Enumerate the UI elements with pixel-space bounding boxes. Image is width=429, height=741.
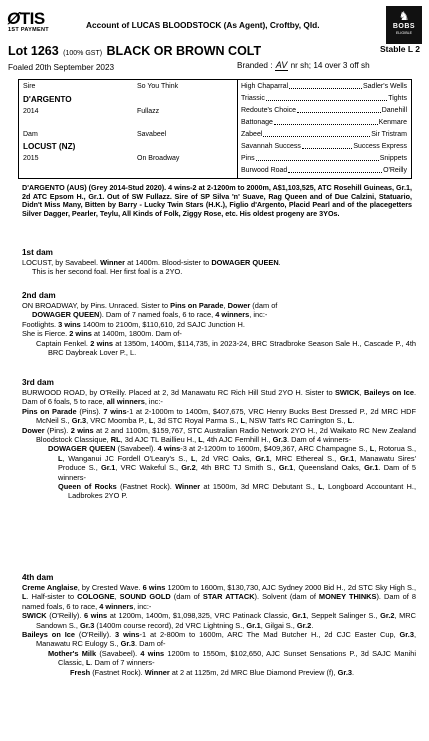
text-run: ON BROADWAY, by Pins. Unraced. Sister to: [22, 301, 171, 310]
fourth-dam-para: [22, 583, 416, 611]
bold-text: L: [318, 482, 323, 492]
logo-subtitle: 1ST PAYMENT: [8, 27, 49, 33]
text-run: at 1500m, 3d MRC Debutant S.,: [200, 482, 319, 492]
text-run: , Wanganui JC Fordell O'Leary's S.,: [62, 453, 191, 463]
sire-summary: D'ARGENTO (AUS) (Grey 2014-Stud 2020). 4 wins-2 at 2-1200m to 2000m, A$1,103,525, ATC Rosehill Guineas, Gr.1, 2d ATC Epsom H., Gr.1. Out of SW Fullazz. Sire of SP Silva 'n' Suave, Rag Queen and of Due Calzini, Statuario, Didn't Miss Many, Bitten by Barry - Lucky Twin Stars (H.K.), Figlio d'Argento, Placid Pearl and of the placegetters Silver Dagger, Pearler, Teylu, All Kinds of Folk, Ziggy Rose, etc. His oldest progeny are 3YOs.: [22, 183, 412, 218]
bold-text: DOWAGER QUEEN: [211, 258, 279, 267]
text-run: , inc:-: [133, 601, 152, 611]
gg-dots: [302, 143, 352, 149]
bold-text: 6 wins: [84, 611, 108, 621]
text-run: , VRC Moomba P.,: [86, 416, 149, 426]
text-run: ,: [114, 592, 120, 602]
gg-row: [241, 107, 407, 115]
text-run: 1200m to 1550m, $102,650, AJC Sunset Sensations P., 3d SAJC Manihi Classic,: [58, 648, 416, 668]
bold-text: 4 wins: [157, 444, 181, 454]
bold-text: Gr.1: [100, 463, 116, 473]
fourth-dam-foal: [22, 630, 416, 649]
grandparent-1: So You Think: [137, 83, 179, 90]
gg-dots: [263, 131, 370, 137]
text-run: (dam of: [170, 592, 203, 602]
bold-text: L: [347, 416, 353, 426]
horse-icon: ♞: [398, 9, 410, 23]
text-run: 1200m to 1600m, $130,730, AJC Sydney 2000 Bid H., 2d STC Sky High S.,: [165, 583, 416, 592]
bold-text: COLOGNE: [77, 592, 115, 602]
bold-text: Pins on Parade: [170, 301, 224, 310]
bold-text: Gr.1: [255, 453, 270, 463]
bold-text: MONEY THINKS: [318, 592, 377, 602]
text-run: (1400m course record), 2d VRC Lightning S.,: [94, 620, 247, 630]
bold-text: Dower: [22, 425, 45, 435]
gg-right: Success Express: [353, 143, 407, 150]
second-dam-grandfoal: [22, 339, 416, 358]
bold-text: Gr.3: [337, 667, 353, 677]
bold-text: 4 winners: [215, 310, 250, 320]
bold-text: DOWAGER QUEEN: [48, 444, 116, 454]
first-dam-title: 1st dam: [22, 248, 53, 257]
bold-text: 2 wins: [90, 338, 114, 348]
pedigree-table: [18, 79, 412, 179]
text-run: , 4th AJC Fernhill H.,: [202, 435, 273, 445]
bold-text: L: [85, 658, 91, 668]
third-dam-title: 3rd dam: [22, 378, 54, 387]
third-dam-section: [22, 378, 416, 501]
gg-left: Triassic: [241, 95, 265, 102]
gg-dots: [266, 95, 387, 101]
bold-text: Gr.1: [339, 453, 355, 463]
bold-text: Dower: [227, 301, 251, 310]
bold-text: Creme Anglaise: [22, 583, 78, 592]
bold-text: SOUND GOLD: [119, 592, 171, 602]
text-run: -1 at 2-1000m to 1400m, $407,675, VRC Henry Bucks Best Dressed P., 2d MRC HDF McNeil S.,: [36, 406, 416, 426]
bobs-sub: ELIGIBLE: [396, 31, 412, 35]
text-run: .: [278, 258, 281, 267]
gg-left: Burwood Road: [241, 167, 288, 174]
text-run: .: [311, 620, 314, 630]
text-run: , by Crested Wave.: [77, 583, 143, 592]
text-run: . Dam of 6 foals, 5 to race,: [22, 388, 417, 407]
gg-left: Redoute's Choice: [241, 107, 297, 114]
text-run: . Dam of 7 winners-: [90, 658, 155, 668]
gg-dots: [256, 155, 379, 161]
second-dam-title: 2nd dam: [22, 291, 56, 300]
text-run: at 1350m, 1400m, $114,735, in 2023-24, BRC Stradbroke Season Sale H., Cascade P., 4th BRC Daybreak Lover P., L.: [48, 338, 416, 358]
text-run: ,: [223, 301, 228, 310]
bold-text: Gr.2: [181, 463, 196, 473]
text-run: (Pins).: [76, 406, 104, 416]
first-dam-para: [22, 258, 416, 267]
third-dam-para: [22, 388, 416, 407]
brand-line: [237, 60, 370, 70]
sire-label: Sire: [23, 83, 36, 90]
lot-line: [8, 42, 424, 58]
bold-text: Gr.2: [296, 620, 312, 630]
gg-left: Savannah Success: [241, 143, 301, 150]
text-run: (O'Reilly).: [75, 630, 116, 640]
first-dam-section: [22, 248, 416, 277]
bold-text: L: [22, 592, 27, 602]
text-run: , NSW Tatt's RC Carrington S.,: [244, 416, 348, 426]
gg-right: Snippets: [379, 155, 407, 162]
foaled-date: Foaled 20th September 2023: [8, 63, 115, 72]
bold-text: L: [148, 416, 154, 426]
bold-text: SWICK: [334, 388, 360, 397]
bold-text: Gr.3: [71, 416, 87, 426]
bobs-name: BOBS: [392, 23, 416, 30]
text-run: . Dam of 5 winners-: [58, 463, 416, 482]
text-run: ). Dam of 7 named foals, 6 to race,: [99, 310, 216, 320]
text-run: at 1400m, 1800m. Dam of-: [91, 329, 182, 339]
dam-name: LOCUST (NZ): [23, 142, 76, 151]
bold-text: Gr.3: [79, 620, 95, 630]
gg-right: Tights: [388, 95, 407, 102]
third-dam-foal: [22, 407, 416, 426]
text-run: at 1400m. Blood-sister to: [125, 258, 212, 267]
text-run: .: [352, 416, 355, 426]
gg-row: [241, 155, 407, 163]
grandparent-3: Savabeel: [137, 131, 167, 138]
bold-text: DOWAGER QUEEN: [32, 310, 100, 320]
text-run: (dam of: [250, 301, 278, 310]
sire-year: 2014: [23, 108, 39, 115]
gg-row: [241, 83, 407, 91]
fourth-dam-section: [22, 573, 416, 677]
text-run: , VRC Wakeful S.,: [115, 463, 182, 473]
gg-dots: [289, 83, 362, 89]
gg-left: Zabeel: [241, 131, 263, 138]
bold-text: 4 winners: [99, 601, 134, 611]
text-run: , 3d STC Royal Parma S.,: [153, 416, 241, 426]
bold-text: all winners: [106, 397, 145, 407]
text-run: , inc:-: [249, 310, 268, 320]
gg-row: [241, 95, 407, 103]
text-run: . Half-sister to: [26, 592, 78, 602]
header: [0, 0, 429, 48]
gg-row: [241, 167, 407, 175]
second-dam-para: [22, 301, 416, 310]
bold-text: Baileys on Ice: [22, 630, 76, 640]
second-dam-foal: [22, 329, 416, 338]
text-run: .: [352, 667, 355, 677]
text-run: , Longboard Accountant H., Ladbrokes 2YO P.: [68, 482, 416, 501]
gg-left: Battonage: [241, 119, 273, 126]
bold-text: Baileys on Ice: [364, 388, 414, 397]
bold-text: 4 wins: [140, 648, 165, 658]
bobs-badge: [386, 6, 422, 44]
bold-text: L: [198, 435, 203, 445]
stable-number: Stable L 2: [380, 44, 420, 54]
bold-text: Gr.1: [246, 620, 261, 630]
second-dam-foal: [22, 320, 416, 329]
pedigree-divider: [237, 80, 238, 178]
branded-label: Branded :: [237, 61, 273, 70]
text-run: , 4th BRC TJ Smith S.,: [195, 463, 279, 473]
text-run: , MRC Ethereal S.,: [269, 453, 340, 463]
text-run: at 2 and 1100m, $159,767, STC Australian Radio Network 2YO H., 2d Waikato RC New Zealand Bloodstock Classique,: [36, 425, 416, 445]
bold-text: Gr.1: [364, 463, 379, 473]
text-run: at 1200m, 1400m, $1,098,325, VRC Patinack Classic,: [107, 611, 293, 621]
bold-text: Gr.1: [292, 611, 307, 621]
bold-text: 3 wins: [115, 630, 140, 640]
bold-text: 2 wins: [69, 329, 92, 339]
bold-text: 6 wins: [142, 583, 166, 592]
fourth-dam-foal: [22, 611, 416, 630]
fourth-dam-great-grandfoal: [22, 668, 416, 677]
text-run: , Rotorua S.,: [374, 444, 416, 454]
third-dam-foal: [22, 426, 416, 445]
account-line: Account of LUCAS BLOODSTOCK (As Agent), Croftby, Qld.: [86, 20, 320, 30]
text-run: 1400m to 2100m, $110,610, 2d SAJC Junction H.: [80, 319, 245, 329]
fourth-dam-grandfoal: [22, 649, 416, 668]
grandparent-4: On Broadway: [137, 155, 180, 162]
gg-row: [241, 143, 407, 151]
bold-text: Winner: [175, 482, 201, 492]
text-run: (O'Reilly).: [46, 611, 85, 621]
bold-text: Fresh: [70, 667, 91, 677]
text-run: , Manawatu RC Eulogy S.,: [36, 630, 416, 649]
text-run: , 2d VRC Oaks,: [195, 453, 256, 463]
gg-row: [241, 131, 407, 139]
gg-row: [241, 119, 407, 127]
text-run: , Gilgai S.,: [260, 620, 297, 630]
horse-description: BLACK OR BROWN COLT: [106, 44, 262, 58]
gg-right: Sadler's Wells: [363, 83, 407, 90]
text-run: Footlights.: [22, 319, 59, 329]
bold-text: Gr.3: [272, 435, 287, 445]
bold-text: 2 wins: [70, 425, 94, 435]
bold-text: L: [240, 416, 245, 426]
third-dam-great-grandfoal: [22, 482, 416, 501]
bold-text: Gr.3: [120, 639, 136, 649]
bold-text: STAR ATTACK: [202, 592, 255, 602]
bold-text: Gr.2: [380, 611, 395, 621]
logo-text: TIS: [19, 9, 45, 28]
bold-text: Queen of Rocks: [58, 482, 117, 492]
text-run: LOCUST, by Savabeel.: [22, 258, 101, 267]
bold-text: L: [369, 444, 375, 454]
text-run: ). Solvent (dam of: [254, 592, 319, 602]
gg-dots: [274, 119, 378, 125]
sire-name: D'ARGENTO: [23, 95, 72, 104]
text-run: -3 at 2-1200m to 1600m, $409,367, ARC Champagne S.,: [180, 444, 370, 454]
text-run: , 3d AJC TL Baillieu H.,: [120, 435, 199, 445]
text-run: at 2 at 1125m, 2d MRC Blue Diamond Preview (f),: [169, 667, 338, 677]
gg-right: Sir Tristram: [371, 131, 407, 138]
text-run: BURWOOD ROAD, by O'Reilly. Placed at 2, 3d Manawatu RC Rich Hill Stud 2YO H. Sister to: [22, 388, 335, 397]
text-run: (Fastnet Rock).: [116, 482, 176, 492]
otis-logo: ØTIS: [7, 9, 45, 28]
first-dam-foals: This is her second foal. Her first foal is a 2YO.: [32, 267, 183, 277]
bold-text: Gr.3: [399, 630, 414, 640]
text-run: . Dam of 4 winners-: [287, 435, 352, 445]
grandparent-2: Fullazz: [137, 108, 160, 115]
brand-rest: nr sh; 14 over 3 off sh: [290, 61, 370, 70]
dam-label: Dam: [23, 131, 38, 138]
gg-left: High Chaparral: [241, 83, 289, 90]
dam-year: 2015: [23, 155, 39, 162]
text-run: . Dam of-: [135, 639, 166, 649]
bold-text: Mother's Milk: [48, 648, 97, 658]
text-run: (Savabeel).: [96, 648, 141, 658]
brand-mark: AV: [275, 60, 288, 70]
bold-text: Winner: [100, 258, 126, 267]
bold-text: SWICK: [22, 611, 47, 621]
text-run: , inc:-: [144, 397, 163, 407]
second-dam-para: [22, 310, 416, 319]
bold-text: L: [58, 453, 63, 463]
bold-text: 7 wins: [103, 406, 127, 416]
text-run: , Seppelt Salinger S.,: [306, 611, 381, 621]
text-run: , Queensland Oaks,: [293, 463, 365, 473]
gg-right: Kenmare: [378, 119, 407, 126]
fourth-dam-title: 4th dam: [22, 573, 54, 582]
text-run: , Manawatu Sires' Produce S.,: [58, 453, 416, 473]
text-run: (Fastnet Rock).: [90, 667, 145, 677]
gst-note: (100% GST): [63, 50, 103, 57]
gg-right: O'Reilly: [383, 167, 407, 174]
gg-left: Pins: [241, 155, 255, 162]
text-run: (Pins).: [44, 425, 71, 435]
third-dam-grandfoal: [22, 444, 416, 482]
gg-right: Danehill: [381, 107, 407, 114]
text-run: (Savabeel).: [115, 444, 158, 454]
bold-text: L: [190, 453, 196, 463]
bold-text: Gr.1: [278, 463, 294, 473]
text-run: ,: [359, 388, 365, 397]
text-run: , MRC Sandown S.,: [36, 611, 416, 630]
gg-dots: [297, 107, 381, 113]
lot-number: Lot 1263: [8, 44, 59, 58]
bold-text: RL: [110, 435, 121, 445]
text-run: ). Dam of 8 named foals, 6 to race,: [22, 592, 417, 611]
bold-text: Winner: [144, 667, 170, 677]
text-run: She is Fierce.: [22, 329, 70, 339]
bold-text: 3 wins: [58, 319, 81, 329]
text-run: -1 at 2-800m to 1600m, ARC The Mad Butcher H., 2d CJC Easter Cup,: [139, 630, 400, 640]
bold-text: Pins on Parade: [22, 406, 77, 416]
text-run: Captain Fenkel.: [36, 338, 91, 348]
gg-dots: [288, 167, 382, 173]
second-dam-section: [22, 291, 416, 357]
